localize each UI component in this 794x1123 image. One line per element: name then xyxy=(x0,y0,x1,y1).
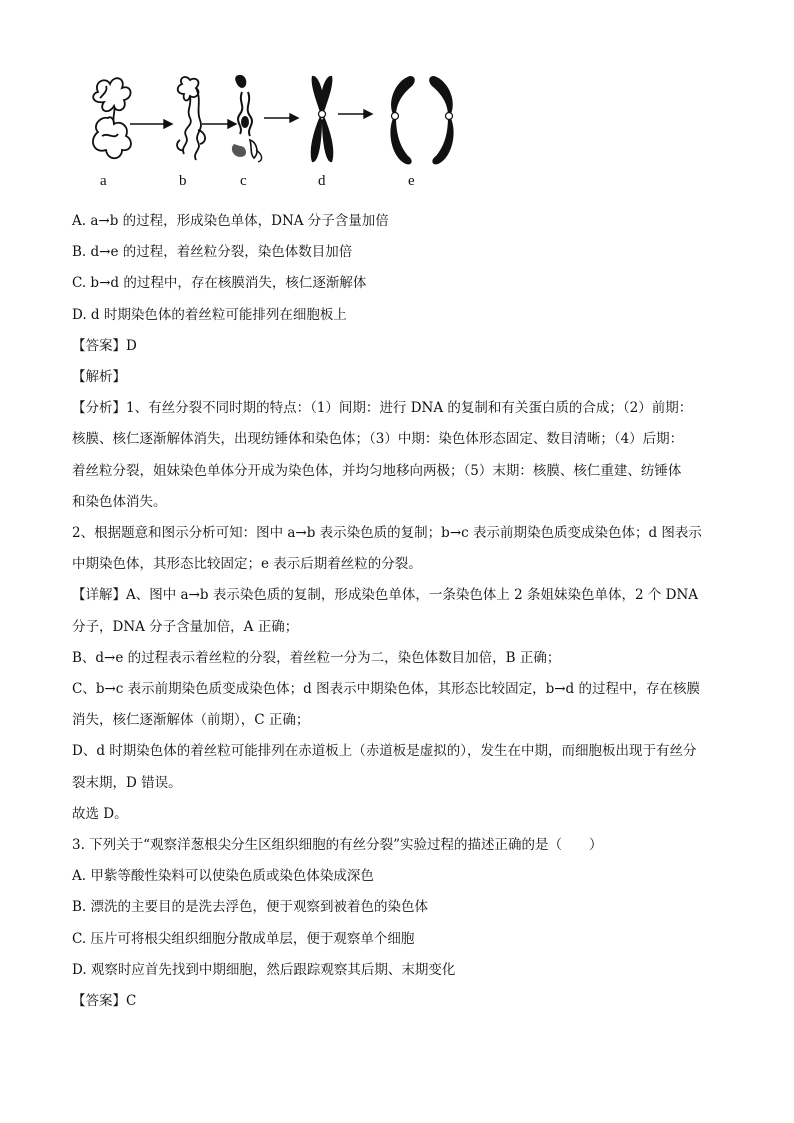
q3-answer: 【答案】C xyxy=(72,993,137,1009)
anaphase-chromosomes-e xyxy=(390,76,453,164)
question-3-stem: 3. 下列关于“观察洋葱根尖分生区组织细胞的有丝分裂”实验过程的描述正确的是（ ） xyxy=(72,837,603,853)
q3-option-a: A. 甲紫等酸性染料可以使染色质或染色体染成深色 xyxy=(72,868,374,884)
detail-line: 裂末期，D 错误。 xyxy=(72,775,182,791)
metaphase-chromosome-d xyxy=(311,76,334,162)
analysis-line: 【分析】1、有丝分裂不同时期的特点：（1）间期：进行 DNA 的复制和有关蛋白质的合成；（2）前期： xyxy=(72,400,693,416)
analysis-line: 着丝粒分裂，姐妹染色单体分开成为染色体，并均匀地移向两极；（5）末期：核膜、核仁重建、纺锤体 xyxy=(72,463,682,479)
arrow-3 xyxy=(264,114,298,122)
q3-option-d: D. 观察时应首先找到中期细胞，然后跟踪观察其后期、末期变化 xyxy=(72,962,456,978)
analysis-line: 和染色体消失。 xyxy=(72,494,167,510)
arrow-2 xyxy=(202,120,236,128)
chromosome-diagram xyxy=(78,70,478,175)
answer-label: 【答案】D xyxy=(72,338,137,354)
detail-line: 分子，DNA 分子含量加倍，A 正确； xyxy=(72,619,299,635)
chromosome-figure xyxy=(78,70,478,195)
detail-line: B、d→e 的过程表示着丝粒的分裂，着丝粒一分为二，染色体数目加倍，B 正确； xyxy=(72,650,561,666)
q3-option-c: C. 压片可将根尖组织细胞分散成单层，便于观察单个细胞 xyxy=(72,931,415,947)
chromatin-a xyxy=(93,78,131,158)
label-c: c xyxy=(240,173,247,189)
arrow-1 xyxy=(130,120,172,128)
conclusion-line: 故选 D。 xyxy=(72,806,128,822)
option-b: B. d→e 的过程，着丝粒分裂，染色体数目加倍 xyxy=(72,244,353,260)
chromatin-c xyxy=(232,75,262,162)
analysis-line: 核膜、核仁逐渐解体消失，出现纺锤体和染色体；（3）中期：染色体形态固定、数目清晰；（4）后期： xyxy=(72,431,684,447)
arrow-4 xyxy=(338,110,372,118)
analysis-line: 中期染色体，其形态比较固定；e 表示后期着丝粒的分裂。 xyxy=(72,556,422,572)
label-a: a xyxy=(100,173,107,189)
detail-line: C、b→c 表示前期染色质变成染色体；d 图表示中期染色体，其形态比较固定，b→d 的过程中，存在核膜 xyxy=(72,681,700,697)
label-b: b xyxy=(179,173,187,189)
label-e: e xyxy=(408,173,415,189)
analysis-line: 2、根据题意和图示分析可知：图中 a→b 表示染色质的复制；b→c 表示前期染色质变成染色体；d 图表示 xyxy=(72,525,702,541)
analysis-label: 【解析】 xyxy=(72,369,126,385)
option-a: A. a→b 的过程，形成染色单体，DNA 分子含量加倍 xyxy=(72,213,389,229)
q3-option-b: B. 漂洗的主要目的是洗去浮色，便于观察到被着色的染色体 xyxy=(72,899,429,915)
option-d: D. d 时期染色体的着丝粒可能排列在细胞板上 xyxy=(72,307,347,323)
detail-line: 消失，核仁逐渐解体（前期），C 正确； xyxy=(72,712,310,728)
detail-line: 【详解】A、图中 a→b 表示染色质的复制，形成染色单体，一条染色体上 2 条姐妹染色单体，2 个 DNA xyxy=(72,587,699,603)
chromatin-b xyxy=(177,77,205,160)
detail-line: D、d 时期染色体的着丝粒可能排列在赤道板上（赤道板是虚拟的），发生在中期，而细胞板出现于有丝分 xyxy=(72,743,697,759)
label-d: d xyxy=(318,173,326,189)
option-c: C. b→d 的过程中，存在核膜消失，核仁逐渐解体 xyxy=(72,275,367,291)
